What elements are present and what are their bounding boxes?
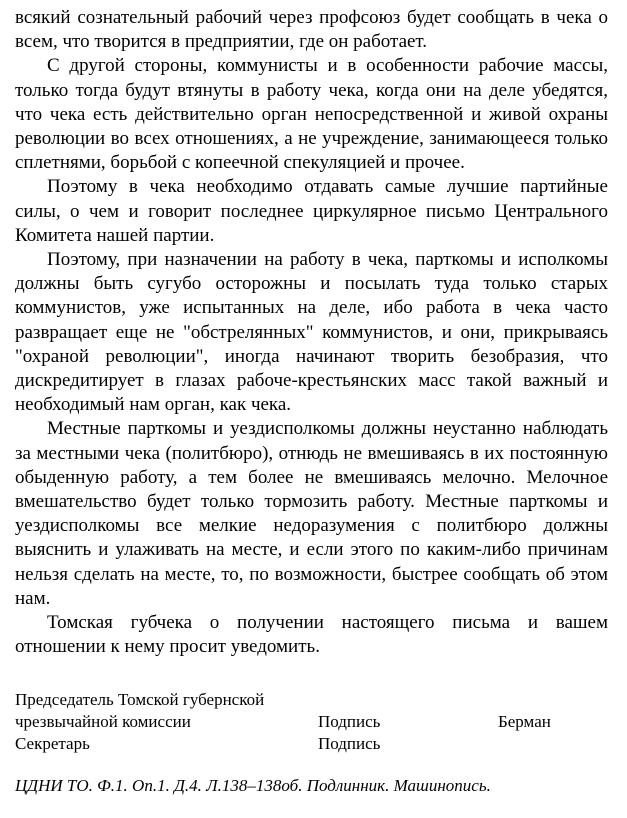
- archive-source-note: ЦДНИ ТО. Ф.1. Оп.1. Д.4. Л.138–138об. Подлинник. Машинопись.: [15, 776, 491, 795]
- signature-row-secretary: [15, 733, 608, 755]
- chairman-title-line2: чрезвычайной комиссии: [15, 712, 191, 731]
- paragraph: Томская губчека о получении настоящего письма и вашем отношении к нему просит уведомить.: [15, 612, 608, 658]
- paragraph: Местные парткомы и уездисполкомы должны неустанно наблюдать за местными чека (политбюро), отнюдь не вмешиваясь в их постоянную обыденную работу, а тем более не вмешиваясь мелочно. Мелочное вмешательство будет только тормозить работу. Местные парткомы и уездисполкомы все мелкие недоразумения с политбюро должны выяснить и улаживать на месте, и если этого по каким-либо причинам нельзя сделать на месте, то, по возможности, быстрее сообщать об этом нам.: [15, 418, 608, 609]
- signature-row-chairman-title: [15, 689, 608, 711]
- signature-row-chairman: [15, 711, 608, 733]
- secretary-title: Секретарь: [15, 734, 90, 753]
- letter-body: [15, 6, 608, 659]
- chairman-title-line1: Председатель Томской губернской: [15, 690, 265, 709]
- signature-block: [15, 689, 608, 755]
- paragraph-continuation: всякий сознательный рабочий через профсоюз будет сообщать в чека о всем, что творится в предприятии, где он работает.: [15, 7, 608, 53]
- paragraph: Поэтому, при назначении на работу в чека, парткомы и исполкомы должны быть сугубо осторожны и посылать туда только старых коммунистов, уже испытанных на деле, ибо работа в чека часто развращает еще не "обстрелянных" коммунистов, и они, прикрываясь "охраной революции", иногда начинают творить безобразия, что дискредитирует в глазах рабоче-крестьянских масс такой важный и необходимый нам орган, как чека.: [15, 249, 608, 416]
- secretary-signature: Подпись: [318, 734, 381, 753]
- chairman-signature: Подпись: [318, 712, 381, 731]
- paragraph: С другой стороны, коммунисты и в особенности рабочие массы, только тогда будут втянуты в работу чека, когда они на деле убедятся, что чека есть действительно орган непосредственной и живой охраны революции во всех отношениях, а не учреждение, занимающееся только сплетнями, борьбой с копеечной спекуляцией и прочее.: [15, 55, 608, 174]
- chairman-name: Берман: [498, 712, 551, 731]
- paragraph: Поэтому в чека необходимо отдавать самые лучшие партийные силы, о чем и говорит последнее циркулярное письмо Центрального Комитета нашей партии.: [15, 176, 608, 246]
